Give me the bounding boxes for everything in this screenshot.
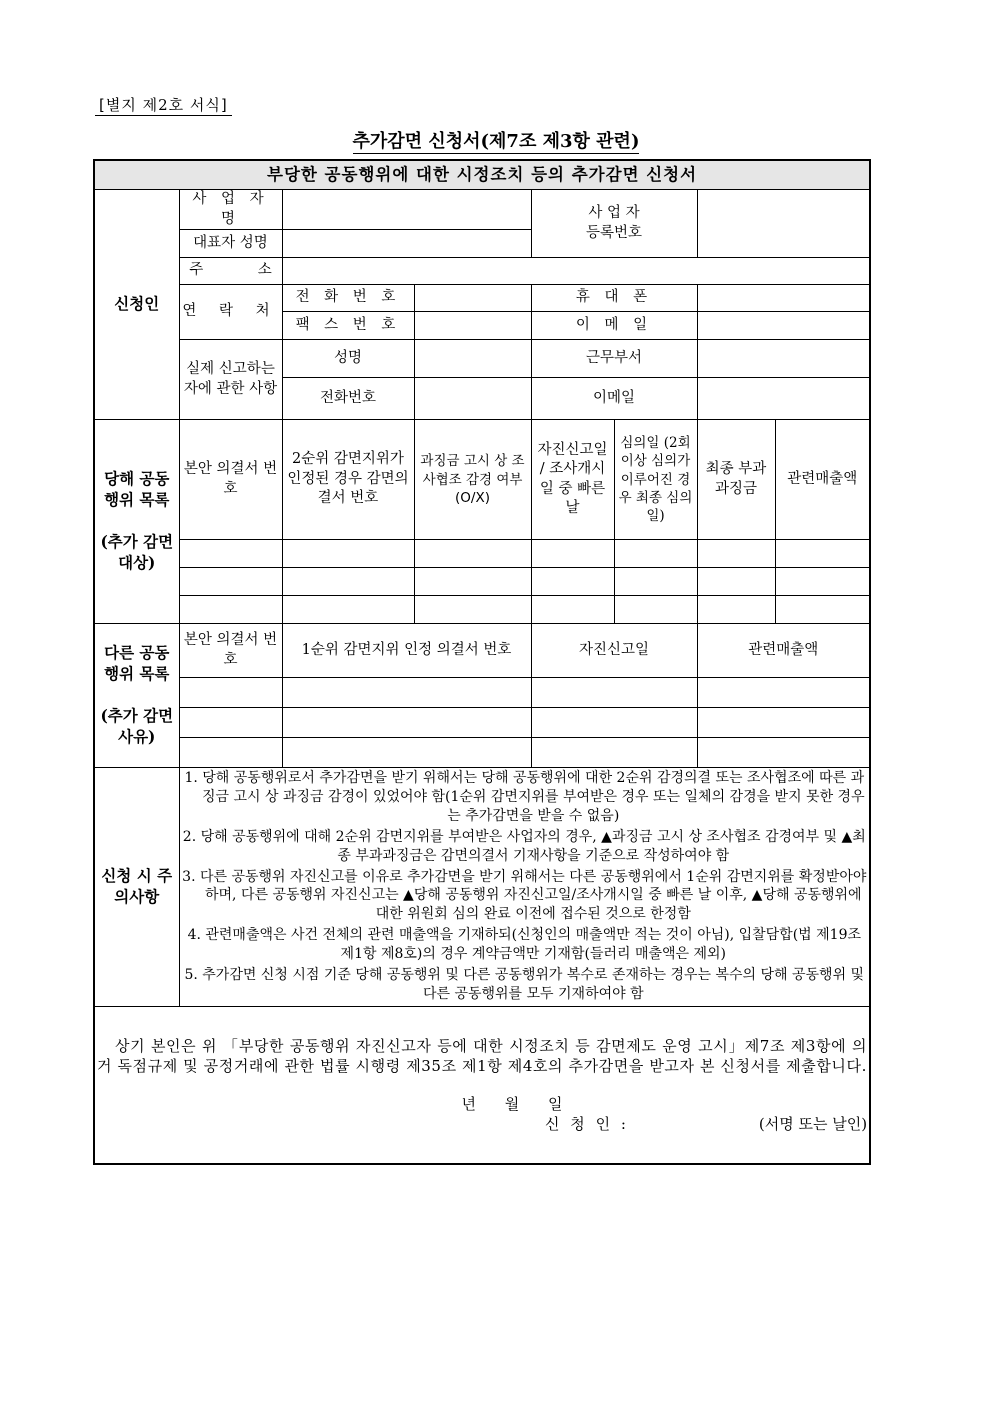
reporter-info-label: 실제 신고하는 자에 관한 사항 (179, 340, 282, 420)
current-conduct-row (94, 540, 870, 568)
mobile-field[interactable] (697, 285, 870, 312)
declaration-block (94, 1006, 870, 1164)
representative-name-label: 대표자 성명 (179, 230, 282, 258)
other-conduct-row (94, 678, 870, 708)
table-cell[interactable] (614, 540, 697, 568)
reporter-email-label: 이메일 (531, 378, 697, 420)
other-conduct-row (94, 738, 870, 768)
current-col-second-rank-decision: 2순위 감면지위가 인정된 경우 감면의결서 번호 (282, 420, 414, 540)
reporter-email-field[interactable] (697, 378, 870, 420)
form-banner-title: 부당한 공동행위에 대한 시정조치 등의 추가감면 신청서 (94, 160, 870, 190)
table-cell[interactable] (282, 568, 414, 596)
other-col-decision-number: 본안 의결서 번호 (179, 624, 282, 678)
note-item: 3. 다른 공동행위 자진신고를 이유로 추가감면을 받기 위해서는 다른 공동행위에서 1순위 감면지위를 확정받아야 하며, 다른 공동행위 자진신고는 ▲당해 공동행위 자진신고일/조사개시일 중 빠른 날 이후, ▲당해 공동행위에 대한 위원회 심의 완료 이전에 접수된 것으로 한정함 (182, 868, 867, 923)
table-cell[interactable] (697, 708, 870, 738)
table-cell[interactable] (179, 568, 282, 596)
current-col-earliest-date: 자진신고일 / 조사개시일 중 빠른 날 (531, 420, 614, 540)
table-cell[interactable] (531, 540, 614, 568)
table-cell[interactable] (697, 678, 870, 708)
representative-name-field[interactable] (282, 230, 531, 258)
other-col-self-report-date: 자진신고일 (531, 624, 697, 678)
date-line[interactable]: 년 월 일 (461, 1095, 563, 1114)
fax-field[interactable] (414, 312, 531, 340)
table-cell[interactable] (531, 708, 697, 738)
current-conduct-section-label: 당해 공동행위 목록 (추가 감면대상) (94, 420, 179, 624)
table-cell[interactable] (282, 596, 414, 624)
table-cell[interactable] (531, 678, 697, 708)
email-field[interactable] (697, 312, 870, 340)
other-col-related-sales: 관련매출액 (697, 624, 870, 678)
table-cell[interactable] (282, 708, 531, 738)
current-col-final-penalty: 최종 부과 과징금 (697, 420, 775, 540)
table-cell[interactable] (697, 540, 775, 568)
signature-line (97, 1114, 867, 1134)
business-name-field[interactable] (282, 190, 531, 230)
table-cell[interactable] (775, 596, 870, 624)
current-conduct-row (94, 596, 870, 624)
business-reg-number-field[interactable] (697, 190, 870, 258)
signature-hint[interactable]: (서명 또는 날인) (758, 1115, 868, 1134)
application-form-table (93, 159, 871, 1165)
table-cell[interactable] (414, 568, 531, 596)
mobile-label: 휴 대 폰 (531, 285, 697, 312)
phone-label: 전 화 번 호 (282, 285, 414, 312)
reporter-name-label: 성명 (282, 340, 414, 378)
table-cell[interactable] (531, 596, 614, 624)
notes-section-label: 신청 시 주의사항 (94, 768, 179, 1007)
current-col-decision-number: 본안 의결서 번호 (179, 420, 282, 540)
contact-label: 연 락 처 (179, 285, 282, 340)
table-cell[interactable] (614, 596, 697, 624)
other-col-first-rank-decision: 1순위 감면지위 인정 의결서 번호 (282, 624, 531, 678)
table-cell[interactable] (179, 596, 282, 624)
reporter-name-field[interactable] (414, 340, 531, 378)
applicant-sign-label: 신 청 인 : (545, 1115, 629, 1134)
form-number-tag: [별지 제2호 서식] (95, 94, 232, 116)
business-reg-number-label: 사 업 자 등록번호 (531, 190, 697, 258)
table-cell[interactable] (282, 540, 414, 568)
table-cell[interactable] (282, 678, 531, 708)
table-cell[interactable] (697, 596, 775, 624)
table-cell[interactable] (282, 738, 531, 768)
note-item: 2. 당해 공동행위에 대해 2순위 감면지위를 부여받은 사업자의 경우, ▲과징금 고시 상 조사협조 감경여부 및 ▲최종 부과과징금은 감면의결서 기재사항을 기준으로 작성하여야 함 (182, 828, 866, 864)
reporter-phone-field[interactable] (414, 378, 531, 420)
reporter-dept-field[interactable] (697, 340, 870, 378)
table-cell[interactable] (179, 540, 282, 568)
declaration-text: 상기 본인은 위 「부당한 공동행위 자진신고자 등에 대한 시정조치 등 감면제도 운영 고시」제7조 제3항에 의거 독점규제 및 공정거래에 관한 법률 시행령 제35조 제1항 제4호의 추가감면을 받고자 본 신청서를 제출합니다. (97, 1036, 868, 1075)
current-col-hearing-date: 심의일 (2회이상 심의가 이루어진 경우 최종 심의일) (614, 420, 697, 540)
email-label: 이 메 일 (531, 312, 697, 340)
note-item: 4. 관련매출액은 사건 전체의 관련 매출액을 기재하되(신청인의 매출액만 적는 것이 아님), 입찰담합(법 제19조 제1항 제8호)의 경우 계약금액만 기재함(들러리 매출액은 제외) (187, 927, 861, 963)
business-name-label: 사 업 자 명 (179, 190, 282, 230)
table-cell[interactable] (531, 568, 614, 596)
table-cell[interactable] (697, 568, 775, 596)
fax-label: 팩 스 번 호 (282, 312, 414, 340)
current-conduct-row (94, 568, 870, 596)
table-cell[interactable] (614, 568, 697, 596)
table-cell[interactable] (179, 678, 282, 708)
table-cell[interactable] (179, 708, 282, 738)
phone-field[interactable] (414, 285, 531, 312)
page-title: 추가감면 신청서(제7조 제3항 관련) (352, 131, 640, 152)
note-item: 5. 추가감면 신청 시점 기준 당해 공동행위 및 다른 공동행위가 복수로 존재하는 경우는 복수의 당해 공동행위 및 다른 공동행위를 모두 기재하여야 함 (184, 967, 865, 1002)
other-conduct-section-label: 다른 공동행위 목록 (추가 감면사유) (94, 624, 179, 768)
table-cell[interactable] (414, 596, 531, 624)
notes-list (179, 768, 870, 1007)
table-cell[interactable] (179, 738, 282, 768)
note-item: 1. 당해 공동행위로서 추가감면을 받기 위해서는 당해 공동행위에 대한 2순위 감경의결 또는 조사협조에 따른 과징금 고시 상 과징금 감경이 있었어야 함(1순위 감면지위를 부여받은 경우 또는 일체의 감경을 받지 못한 경우는 추가감면을 받을 수 없음) (184, 770, 865, 824)
current-col-reduction-status: 과징금 고시 상 조사협조 감경 여부(O/X) (414, 420, 531, 540)
address-label: 주 소 (179, 258, 282, 285)
other-conduct-row (94, 708, 870, 738)
current-col-related-sales: 관련매출액 (775, 420, 870, 540)
table-cell[interactable] (775, 540, 870, 568)
table-cell[interactable] (531, 738, 697, 768)
address-field[interactable] (282, 258, 870, 285)
reporter-dept-label: 근무부서 (531, 340, 697, 378)
table-cell[interactable] (697, 738, 870, 768)
table-cell[interactable] (775, 568, 870, 596)
applicant-section-label: 신청인 (94, 190, 179, 420)
reporter-phone-label: 전화번호 (282, 378, 414, 420)
table-cell[interactable] (414, 540, 531, 568)
